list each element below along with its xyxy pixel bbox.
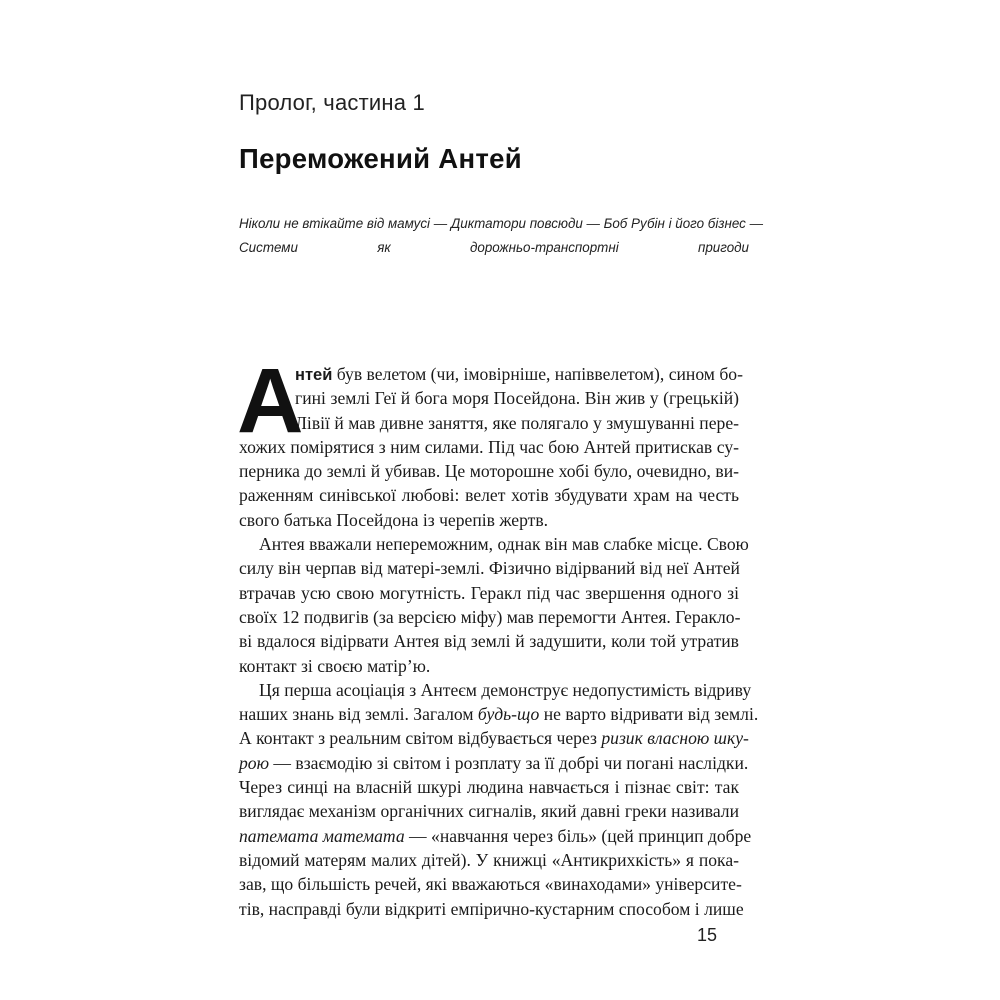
text-line: рою — взаємодію зі світом і розплату за її добрі чи погані наслідки. bbox=[239, 752, 749, 773]
text-line: гині землі Геї й бога моря Посейдона. Він жив у (грецькій) bbox=[295, 388, 739, 409]
first-word-bold: нтей bbox=[295, 366, 333, 384]
text-line: Лівії й мав дивне заняття, яке полягало у змушуванні пере- bbox=[295, 412, 739, 433]
epigraph-line: Системи як дорожньо-транспортні пригоди bbox=[239, 240, 749, 256]
epigraph-line: Ніколи не втікайте від мамусі — Диктатори повсюди — Боб Рубін і його бізнес — bbox=[239, 216, 763, 231]
chapter-title: Переможений Антей bbox=[239, 143, 522, 174]
italic-emphasis: рою bbox=[239, 752, 269, 773]
part-label: Пролог, частина 1 bbox=[239, 90, 425, 115]
body-text bbox=[237, 350, 759, 921]
text-line: тів, насправді були відкриті емпірично-кустарним способом і лише bbox=[239, 898, 744, 919]
italic-emphasis: ризик власною шку- bbox=[601, 728, 749, 749]
text-line: Ця перша асоціація з Антеєм демонструє недопустимість відриву bbox=[259, 679, 752, 700]
text-line: хожих помірятися з ним силами. Під час бою Антей притискав су- bbox=[239, 436, 739, 457]
text-line: наших знань від землі. Загалом будь-що не варто відривати від землі. bbox=[239, 704, 759, 725]
text-line: А контакт з реальним світом відбувається через ризик власною шку- bbox=[239, 728, 749, 749]
text-line: силу він черпав від матері-землі. Фізично відірваний від неї Антей bbox=[239, 558, 740, 579]
text-line: нтей був велетом (чи, імовірніше, напіввелетом), сином бо- bbox=[295, 364, 743, 384]
page-number: 15 bbox=[697, 925, 718, 945]
paragraph-3 bbox=[239, 678, 759, 921]
text-line: патемата математа — «навчання через біль» (цей принцип добре bbox=[239, 825, 752, 846]
italic-emphasis: патемата математа bbox=[239, 825, 405, 846]
italic-emphasis: будь-що bbox=[477, 704, 540, 725]
text-line: зав, що більшість речей, які вважаються «винаходами» університе- bbox=[239, 874, 742, 895]
drop-cap: А bbox=[237, 350, 304, 452]
text-line: ві вдалося відірвати Антея від землі й задушити, коли той утратив bbox=[239, 631, 739, 652]
text-line: Антея вважали непереможним, однак він мав слабке місце. Свою bbox=[259, 534, 749, 555]
text-line: своїх 12 подвигів (за версією міфу) мав перемогти Антея. Гераклo- bbox=[239, 606, 741, 627]
text-line: раженням синівської любові: велет хотів збудувати храм на честь bbox=[239, 485, 739, 506]
text-line: відомий матерям малих дітей). У книжці «Антикрихкість» я пока- bbox=[239, 849, 739, 870]
text-line: контакт зі своєю матір’ю. bbox=[239, 655, 431, 676]
paragraph-2 bbox=[239, 532, 749, 678]
chapter-epigraph bbox=[239, 213, 763, 262]
text-line: перника до землі й убивав. Це моторошне хобі було, очевидно, ви- bbox=[239, 461, 739, 482]
text-line: свого батька Посейдона із черепів жертв. bbox=[239, 509, 549, 530]
text-line: виглядає механізм органічних сигналів, який давні греки називали bbox=[239, 801, 739, 822]
paragraph-1 bbox=[237, 350, 743, 532]
text-line: втрачав усю свою могутність. Геракл під час звершення одного зі bbox=[239, 582, 739, 603]
text-line: Через синці на власній шкурі людина навчається і пізнає світ: так bbox=[239, 777, 739, 798]
